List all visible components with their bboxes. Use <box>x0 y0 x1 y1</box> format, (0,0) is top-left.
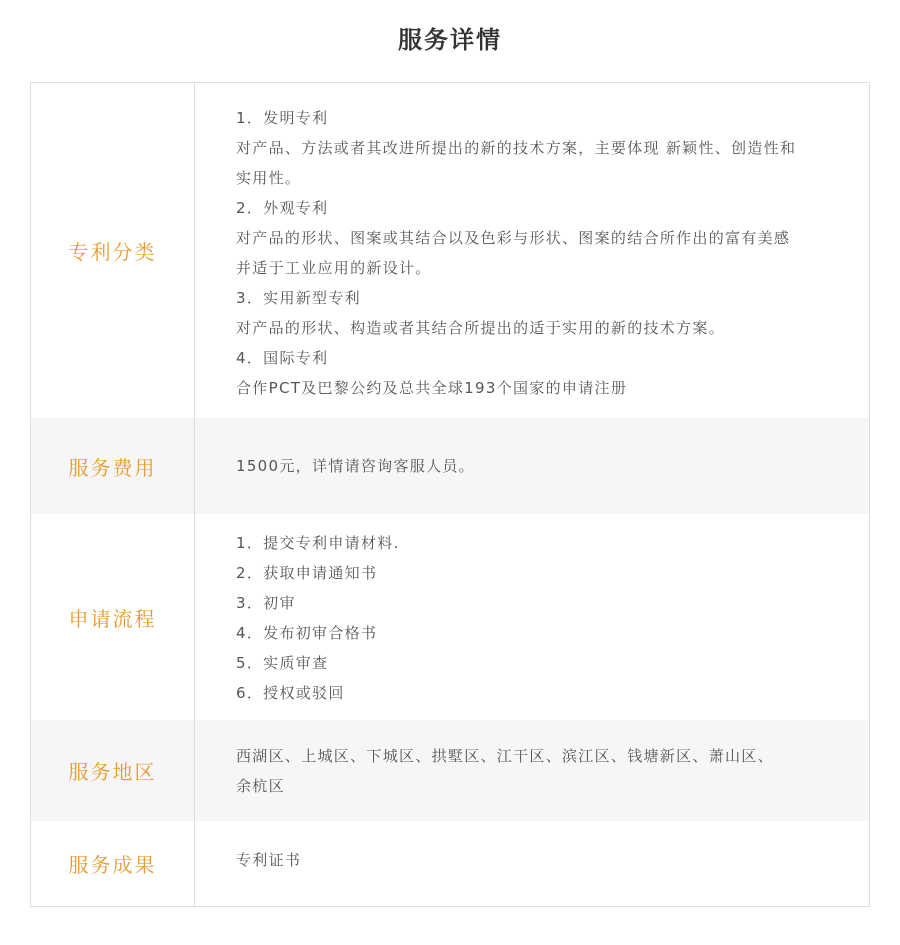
service-area-text <box>236 741 774 801</box>
process-step: 5．实质审查 <box>236 654 329 672</box>
service-detail-table <box>30 82 870 907</box>
label-cell <box>31 821 195 906</box>
row-label-service-fee: 服务费用 <box>68 455 157 480</box>
process-step: 4．发布初审合格书 <box>236 624 378 642</box>
service-area-line: 余杭区 <box>236 776 285 795</box>
process-step: 2．获取申请通知书 <box>236 564 378 582</box>
process-step: 3．初审 <box>236 594 296 612</box>
content-cell-service-result <box>195 821 869 906</box>
table-row-application-process <box>31 514 869 720</box>
row-label-service-result: 服务成果 <box>68 853 157 877</box>
table-row-service-fee <box>31 418 869 514</box>
service-area-line: 西湖区、上城区、下城区、拱墅区、江干区、滨江区、钱塘新区、萧山区、 <box>236 746 774 765</box>
process-step: 1．提交专利申请材料. <box>236 534 400 552</box>
patent-type-line: 对产品、方法或者其改进所提出的新的技术方案，主要体现 新颖性、创造性和 <box>236 139 797 157</box>
label-cell <box>31 514 195 720</box>
service-result-text: 专利证书 <box>236 851 302 869</box>
label-cell <box>31 720 195 821</box>
table-row-service-result <box>31 821 869 906</box>
patent-type-line: 实用性。 <box>236 169 302 187</box>
row-label-service-area: 服务地区 <box>68 760 157 784</box>
content-cell-patent-types <box>195 83 869 418</box>
table-row-patent-types <box>31 83 869 418</box>
patent-type-line: 3．实用新型专利 <box>236 289 361 307</box>
table-row-service-area <box>31 720 869 821</box>
page-title: 服务详情 <box>398 26 502 54</box>
patent-type-line: 4．国际专利 <box>236 349 329 367</box>
patent-type-line: 并适于工业应用的新设计。 <box>236 259 432 277</box>
process-step: 6．授权或驳回 <box>236 684 345 702</box>
label-cell <box>31 83 195 418</box>
label-cell <box>31 418 195 514</box>
row-label-patent-types: 专利分类 <box>68 240 157 264</box>
patent-type-line: 对产品的形状、图案或其结合以及色彩与形状、图案的结合所作出的富有美感 <box>236 229 791 247</box>
content-cell-service-fee <box>195 418 869 514</box>
content-cell-service-area <box>195 720 869 821</box>
patent-type-line: 合作PCT及巴黎公约及总共全球193个国家的申请注册 <box>236 379 628 397</box>
patent-type-line: 2．外观专利 <box>236 199 329 217</box>
service-fee-text: 1500元，详情请咨询客服人员。 <box>236 457 475 475</box>
content-cell-application-process <box>195 514 869 720</box>
row-label-application-process: 申请流程 <box>68 606 157 631</box>
patent-type-line: 对产品的形状、构造或者其结合所提出的适于实用的新的技术方案。 <box>236 319 726 337</box>
patent-type-line: 1．发明专利 <box>236 109 329 127</box>
